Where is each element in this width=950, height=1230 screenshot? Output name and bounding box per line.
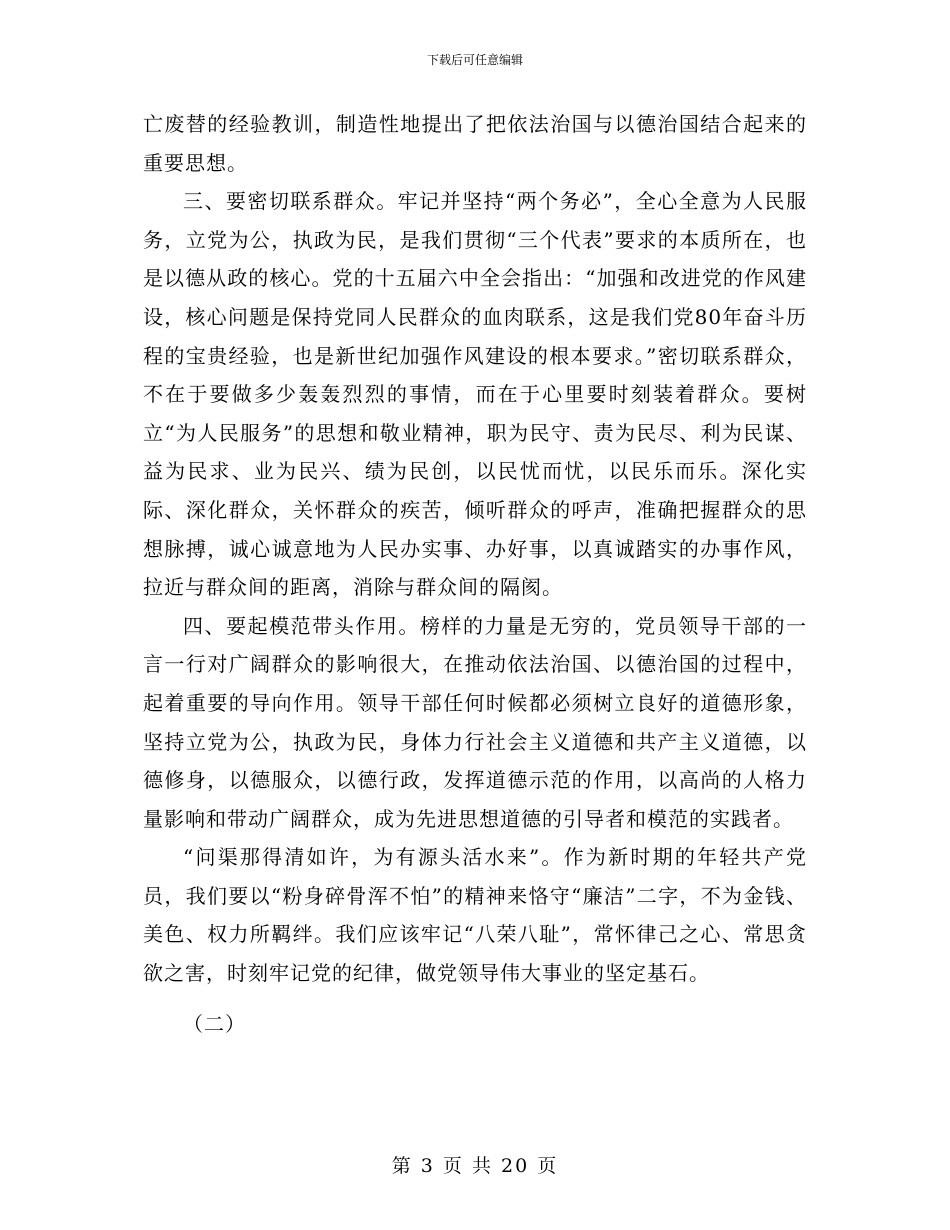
paragraph-continuation: 亡废替的经验教训，制造性地提出了把依法治国与以德治国结合起来的重要思想。: [143, 112, 807, 175]
paragraph-conclusion: “问渠那得清如许，为有源头活水来”。作为新时期的年轻共产党员，我们要以“粉身碎骨浑不怕”的精神来恪守“廉洁”二字，不为金钱、美色、权力所羁绊。我们应该牢记“八荣八耻”，常怀律己之心、常思贪欲之害，时刻牢记党的纪律，做党领导伟大事业的坚定基石。: [143, 845, 807, 986]
paragraph-section-four: 四、要起模范带头作用。榜样的力量是无穷的，党员领导干部的一言一行对广阔群众的影响很大，在推动依法治国、以德治国的过程中，起着重要的导向作用。领导干部任何时候都必须树立良好的道德形象，坚持立党为公，执政为民，身体力行社会主义道德和共产主义道德，以德修身，以德服众，以德行政，发挥道德示范的作用，以高尚的人格力量影响和带动广阔群众，成为先进思想道德的引导者和模范的实践者。: [143, 613, 807, 831]
page-number: 第 3 页 共 20 页: [391, 1155, 559, 1177]
page-header: 下载后可任意编辑: [426, 53, 523, 67]
document-body: [143, 105, 807, 1043]
section-subheading: （二）: [183, 1011, 246, 1036]
paragraph-section-three: 三、要密切联系群众。牢记并坚持“两个务必”，全心全意为人民服务，立党为公，执政为民，是我们贯彻“三个代表”要求的本质所在，也是以德从政的核心。党的十五届六中全会指出：“加强和改进党的作风建设，核心问题是保持党同人民群众的血肉联系，这是我们党80年奋斗历程的宝贵经验，也是新世纪加强作风建设的根本要求。”密切联系群众，不在于要做多少轰轰烈烈的事情，而在于心里要时刻装着群众。要树立“为人民服务”的思想和敬业精神，职为民守、责为民尽、利为民谋、益为民求、业为民兴、绩为民创，以民忧而忧，以民乐而乐。深化实际、深化群众，关怀群众的疾苦，倾听群众的呼声，准确把握群众的思想脉搏，诚心诚意地为人民办实事、办好事，以真诚踏实的办事作风，拉近与群众间的距离，消除与群众间的隔阂。: [143, 189, 807, 600]
